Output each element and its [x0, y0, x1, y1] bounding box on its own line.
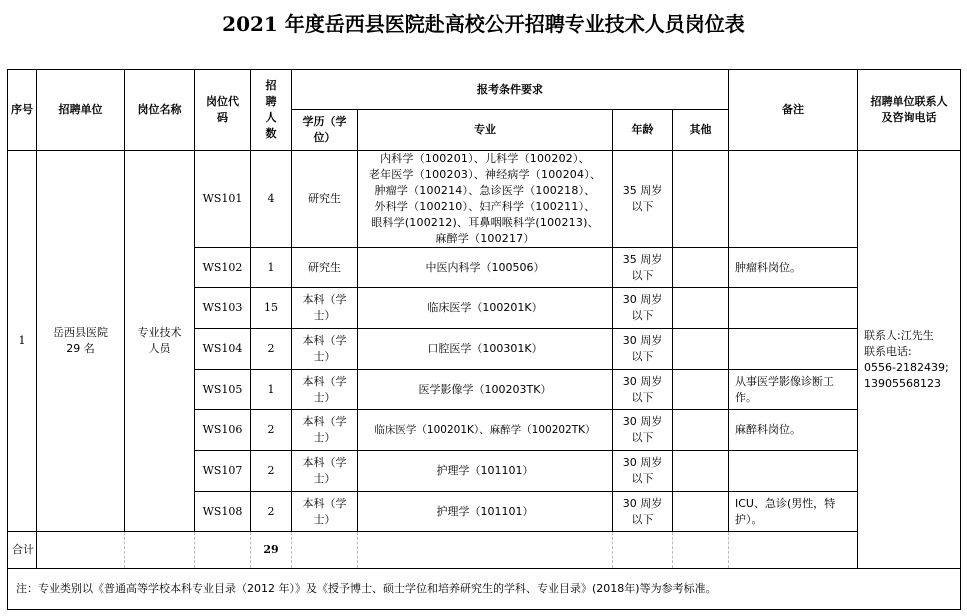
major: 护理学（101101）	[358, 451, 613, 492]
major: 护理学（101101）	[358, 492, 613, 532]
header-other: 其他	[673, 110, 729, 151]
header-requirements: 报考条件要求	[292, 70, 729, 110]
post-code: WS102	[195, 248, 251, 288]
other	[673, 329, 729, 370]
age: 30 周岁以下	[613, 492, 673, 532]
education: 本科（学士）	[292, 288, 358, 329]
major: 医学影像学（100203TK）	[358, 370, 613, 410]
age: 30 周岁以下	[613, 329, 673, 370]
age: 35 周岁以下	[613, 248, 673, 288]
total-value: 29	[251, 532, 292, 569]
table-row	[8, 151, 961, 248]
total-empty-other	[673, 532, 729, 569]
remarks	[729, 329, 858, 370]
post-count: 2	[251, 451, 292, 492]
education: 本科（学士）	[292, 492, 358, 532]
page-title: 2021 年度岳西县医院赴高校公开招聘专业技术人员岗位表	[222, 12, 745, 36]
age: 30 周岁以下	[613, 451, 673, 492]
other	[673, 151, 729, 248]
header-major: 专业	[358, 110, 613, 151]
post-count: 2	[251, 492, 292, 532]
age: 30 周岁以下	[613, 410, 673, 451]
post-count: 15	[251, 288, 292, 329]
major: 临床医学（100201K）	[358, 288, 613, 329]
header-row-1	[8, 70, 961, 110]
other	[673, 370, 729, 410]
post-count: 1	[251, 370, 292, 410]
remarks: 麻醉科岗位。	[729, 410, 858, 451]
total-empty-education	[292, 532, 358, 569]
post-count: 2	[251, 410, 292, 451]
header-age: 年龄	[613, 110, 673, 151]
unit-cell: 岳西县医院 29 名	[37, 151, 125, 532]
other	[673, 288, 729, 329]
header-education: 学历（学位）	[292, 110, 358, 151]
total-label: 合计	[8, 532, 37, 569]
post-code: WS101	[195, 151, 251, 248]
header-contact: 招聘单位联系人及咨询电话	[858, 70, 961, 151]
major: 中医内科学（100506）	[358, 248, 613, 288]
education: 本科（学士）	[292, 370, 358, 410]
recruitment-table	[7, 69, 961, 610]
education: 研究生	[292, 248, 358, 288]
total-row	[8, 532, 961, 569]
post-count: 1	[251, 248, 292, 288]
age: 30 周岁以下	[613, 370, 673, 410]
header-seq: 序号	[8, 70, 37, 151]
major: 临床医学（100201K）、麻醉学（100202TK）	[358, 410, 613, 451]
major: 口腔医学（100301K）	[358, 329, 613, 370]
total-empty-code	[195, 532, 251, 569]
header-post-code: 岗位代码	[195, 70, 251, 151]
education: 本科（学士）	[292, 410, 358, 451]
header-remarks: 备注	[729, 70, 858, 151]
remarks: 肿瘤科岗位。	[729, 248, 858, 288]
other	[673, 248, 729, 288]
footnote: 注：专业类别以《普通高等学校本科专业目录（2012 年）》及《授予博士、硕士学位和培养研究生的学科、专业目录》(2018年)等为参考标准。	[8, 569, 961, 610]
contact-cell: 联系人:江先生 联系电话: 0556-2182439; 13905568123	[858, 151, 961, 569]
total-empty-age	[613, 532, 673, 569]
post-code: WS107	[195, 451, 251, 492]
post-count: 4	[251, 151, 292, 248]
total-empty-remarks	[729, 532, 858, 569]
seq-cell: 1	[8, 151, 37, 532]
post-count: 2	[251, 329, 292, 370]
remarks: 从事医学影像诊断工作。	[729, 370, 858, 410]
header-post-name: 岗位名称	[125, 70, 195, 151]
remarks	[729, 288, 858, 329]
education: 本科（学士）	[292, 451, 358, 492]
education: 本科（学士）	[292, 329, 358, 370]
age: 30 周岁以下	[613, 288, 673, 329]
post-code: WS105	[195, 370, 251, 410]
post-code: WS106	[195, 410, 251, 451]
total-empty-post	[125, 532, 195, 569]
other	[673, 492, 729, 532]
post-code: WS108	[195, 492, 251, 532]
header-unit: 招聘单位	[37, 70, 125, 151]
total-empty-major	[358, 532, 613, 569]
post-code: WS104	[195, 329, 251, 370]
education: 研究生	[292, 151, 358, 248]
remarks	[729, 451, 858, 492]
footnote-row	[8, 569, 961, 610]
post-code: WS103	[195, 288, 251, 329]
remarks	[729, 151, 858, 248]
other	[673, 410, 729, 451]
total-empty-unit	[37, 532, 125, 569]
other	[673, 451, 729, 492]
post-name-cell: 专业技术人员	[125, 151, 195, 532]
remarks: ICU、急诊(男性，特护）。	[729, 492, 858, 532]
age: 35 周岁以下	[613, 151, 673, 248]
header-count: 招聘人数	[251, 70, 292, 151]
major: 内科学（100201）、儿科学（100202）、 老年医学（100203）、神经病学（100204）、 肿瘤学（100214）、急诊医学（100218）、 外科学（100210）、妇产科学（100211）、 眼科学(100212)、耳鼻咽喉科学(100213)、 麻醉学（100217）	[358, 151, 613, 248]
